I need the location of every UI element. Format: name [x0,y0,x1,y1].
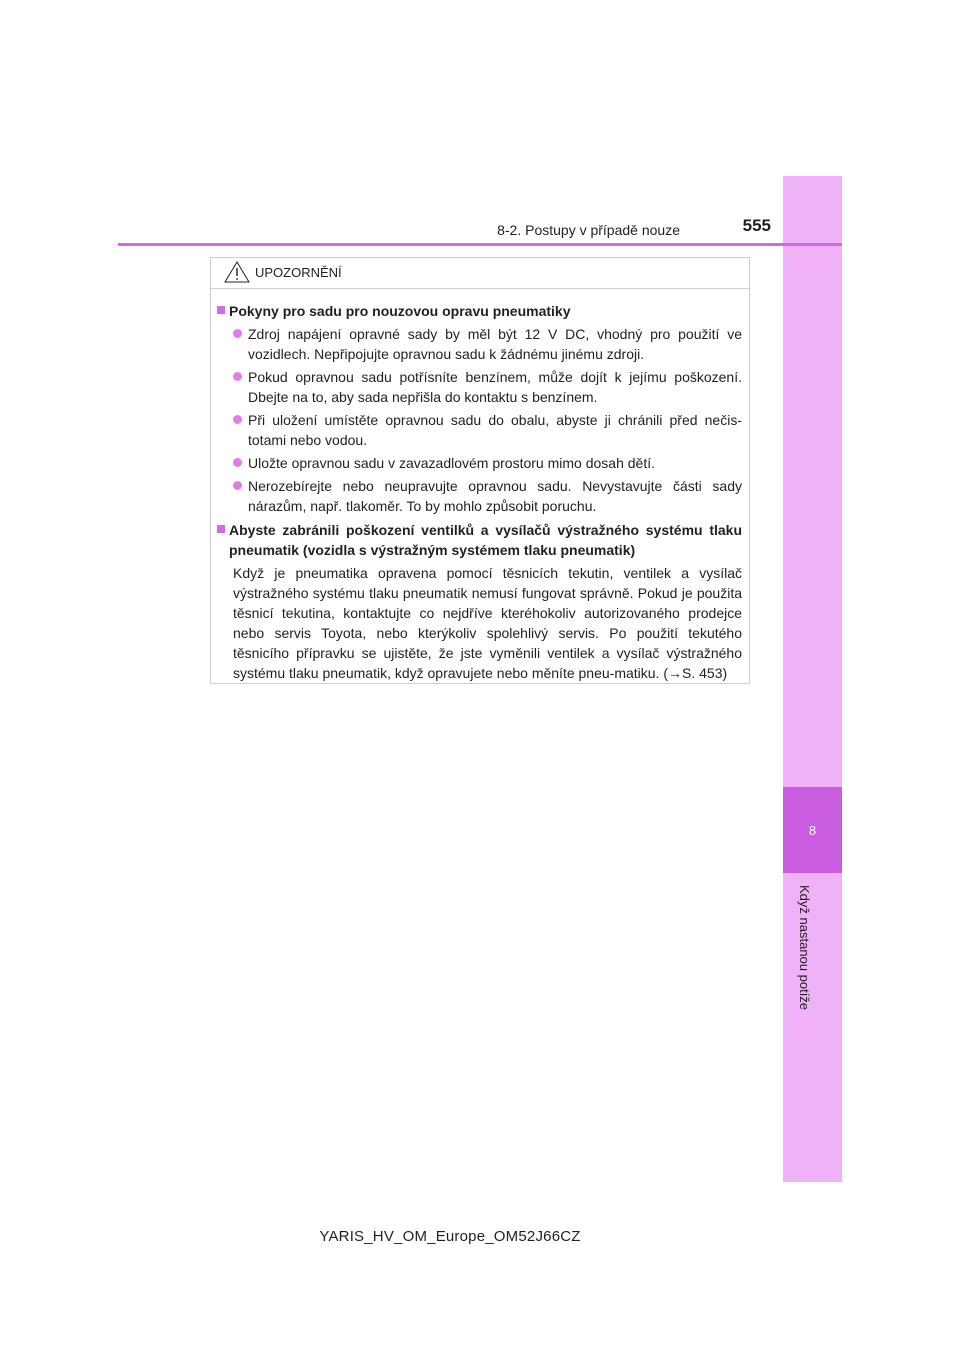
side-tab [783,176,842,1182]
warning-triangle-icon [224,261,250,283]
square-bullet-icon [217,525,225,533]
warning-body [211,289,749,683]
list-item: Pokud opravnou sadu potřísníte benzínem, může dojít k jejímu poškození. Dbejte na to, aby sada nepřišla do kontaktu s benzínem. [233,367,742,407]
list-item: Nerozebírejte nebo neupravujte opravnou sadu. Nevystavujte části sady nárazům, např. tlakoměr. To by mohlo způsobit poruchu. [233,476,742,516]
section-heading: Abyste zabránili poškození ventilků a vysílačů výstražného systému tlaku pneumatik (vozidla s výstražným systémem tlaku pneumatik) [217,520,742,560]
circle-bullet-icon [233,415,242,424]
square-bullet-icon [217,306,225,314]
section-heading: Pokyny pro sadu pro nouzovou opravu pneumatiky [217,301,742,321]
header-rule [118,243,842,246]
section-paragraph: Když je pneumatika opravena pomocí těsnicích tekutin, ventilek a vysílač výstražného systému tlaku pneumatik nemusí fungovat správně. Pokud je použita těsnicí tekutina, kontaktujte co nejdříve kteréhokoliv autorizovaného prodejce nebo servis Toyota, nebo kterýkoliv spolehlivý servis. Po použití tekutého těsnicího přípravku se ujistěte, že jste vyměnili ventilek a vysílač výstražného systému tlaku pneumatik, když opravujete nebo měníte pneu-matiku. (→S. 453) [233,565,742,681]
circle-bullet-icon [233,329,242,338]
list-item: Uložte opravnou sadu v zavazadlovém prostoru mimo dosah dětí. [233,453,742,473]
circle-bullet-icon [233,458,242,467]
circle-bullet-icon [233,481,242,490]
warning-header [211,258,749,289]
chapter-label: Když nastanou potíže [797,885,812,1011]
warning-box [210,257,750,684]
circle-bullet-icon [233,372,242,381]
list-item: Při uložení umístěte opravnou sadu do obalu, abyste ji chránili před nečis-totami nebo vodou. [233,410,742,450]
warning-title: UPOZORNĚNÍ [255,265,342,280]
chapter-number-tab [783,787,842,873]
section-title: 8-2. Postupy v případě nouze [497,222,680,238]
list-item: Zdroj napájení opravné sady by měl být 12 V DC, vhodný pro použití ve vozidlech. Nepřipojujte opravnou sadu k žádnému jinému zdroji. [233,324,742,364]
document-code: YARIS_HV_OM_Europe_OM52J66CZ [319,1228,581,1245]
chapter-number: 8 [808,822,817,838]
page-number: 555 [742,216,771,235]
